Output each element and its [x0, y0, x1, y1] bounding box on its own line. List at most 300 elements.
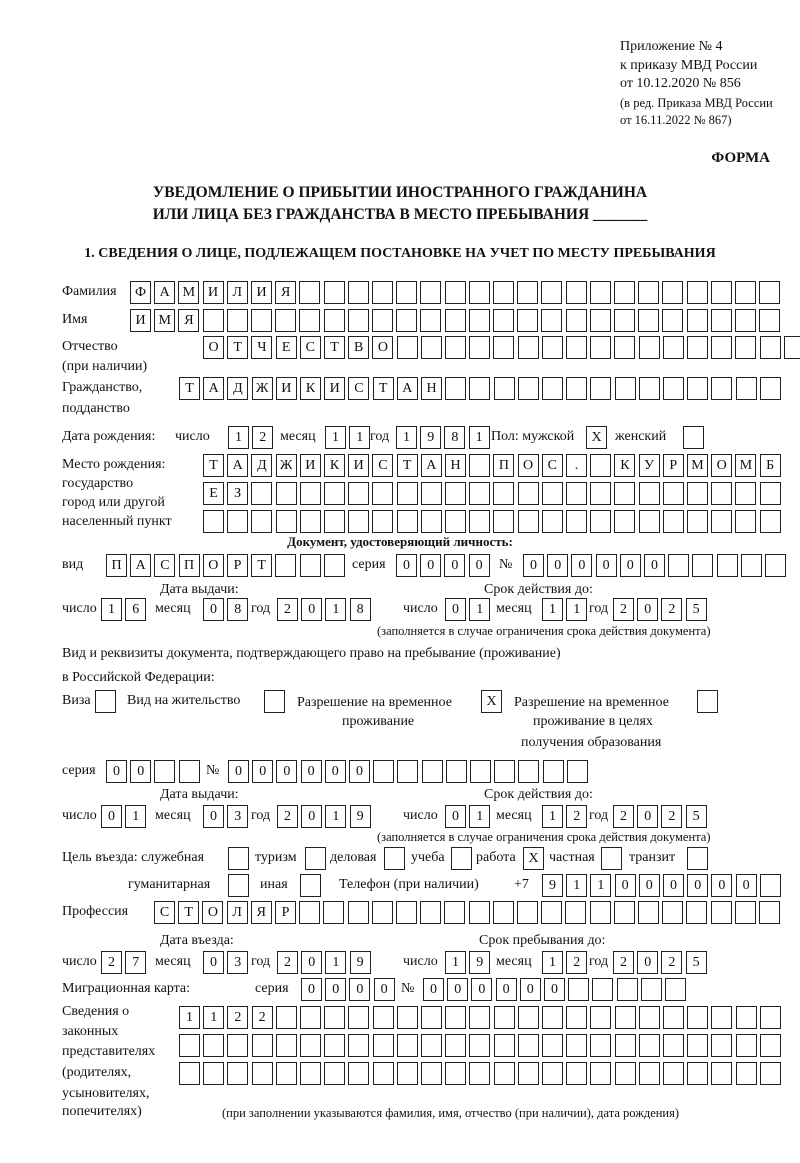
char-cell[interactable] — [711, 281, 732, 304]
char-cell[interactable]: 2 — [661, 951, 682, 974]
char-cell[interactable] — [760, 1006, 781, 1029]
char-cell[interactable]: 1 — [325, 598, 346, 621]
char-cell[interactable]: Т — [227, 336, 248, 359]
char-cell[interactable] — [300, 1034, 321, 1057]
char-cell[interactable] — [760, 874, 781, 897]
char-cell[interactable]: 2 — [277, 598, 298, 621]
char-cell[interactable] — [469, 1006, 490, 1029]
char-cell[interactable]: . — [566, 454, 587, 477]
char-cell[interactable] — [567, 760, 588, 783]
char-cell[interactable] — [518, 1006, 539, 1029]
char-cell[interactable]: Я — [251, 901, 272, 924]
char-cell[interactable] — [299, 281, 320, 304]
char-cell[interactable]: С — [372, 454, 393, 477]
char-cell[interactable]: Л — [227, 901, 248, 924]
char-cell[interactable]: Р — [227, 554, 248, 577]
char-cell[interactable] — [687, 1034, 708, 1057]
char-cell[interactable] — [711, 1034, 732, 1057]
sex-female-checkbox[interactable] — [683, 426, 704, 449]
char-cell[interactable]: О — [202, 901, 223, 924]
char-cell[interactable]: 2 — [277, 951, 298, 974]
char-cell[interactable] — [760, 1062, 781, 1085]
char-cell[interactable] — [444, 901, 465, 924]
char-cell[interactable] — [566, 1062, 587, 1085]
char-cell[interactable]: 0 — [423, 978, 444, 1001]
char-cell[interactable] — [662, 281, 683, 304]
char-cell[interactable]: 0 — [276, 760, 297, 783]
char-cell[interactable] — [445, 1006, 466, 1029]
char-cell[interactable]: Д — [251, 454, 272, 477]
char-cell[interactable] — [641, 978, 662, 1001]
char-cell[interactable] — [735, 510, 756, 533]
char-cell[interactable] — [445, 1062, 466, 1085]
char-cell[interactable]: 1 — [469, 805, 490, 828]
char-cell[interactable] — [590, 510, 611, 533]
char-cell[interactable]: 0 — [130, 760, 151, 783]
char-cell[interactable] — [566, 482, 587, 505]
char-cell[interactable] — [711, 901, 732, 924]
char-cell[interactable] — [324, 1006, 345, 1029]
char-cell[interactable] — [784, 336, 800, 359]
char-cell[interactable] — [324, 1062, 345, 1085]
char-cell[interactable] — [663, 1062, 684, 1085]
char-cell[interactable]: 1 — [469, 598, 490, 621]
char-cell[interactable] — [735, 309, 756, 332]
char-cell[interactable]: А — [227, 454, 248, 477]
char-cell[interactable] — [348, 901, 369, 924]
char-cell[interactable] — [711, 510, 732, 533]
char-cell[interactable] — [445, 309, 466, 332]
char-cell[interactable]: И — [348, 454, 369, 477]
char-cell[interactable] — [494, 377, 515, 400]
char-cell[interactable] — [760, 1034, 781, 1057]
char-cell[interactable]: 0 — [301, 760, 322, 783]
char-cell[interactable] — [275, 554, 296, 577]
char-cell[interactable] — [372, 901, 393, 924]
char-cell[interactable] — [421, 336, 442, 359]
char-cell[interactable]: 0 — [644, 554, 665, 577]
char-cell[interactable]: 1 — [566, 874, 587, 897]
char-cell[interactable] — [614, 336, 635, 359]
char-cell[interactable]: 0 — [523, 554, 544, 577]
char-cell[interactable] — [300, 510, 321, 533]
char-cell[interactable]: К — [614, 454, 635, 477]
char-cell[interactable]: Т — [203, 454, 224, 477]
char-cell[interactable] — [275, 309, 296, 332]
char-cell[interactable] — [566, 336, 587, 359]
char-cell[interactable] — [615, 377, 636, 400]
char-cell[interactable]: 1 — [566, 598, 587, 621]
visa-checkbox[interactable] — [95, 690, 116, 713]
char-cell[interactable] — [203, 1062, 224, 1085]
char-cell[interactable] — [565, 901, 586, 924]
char-cell[interactable] — [373, 1006, 394, 1029]
char-cell[interactable] — [639, 482, 660, 505]
char-cell[interactable] — [542, 482, 563, 505]
char-cell[interactable]: 1 — [179, 1006, 200, 1029]
char-cell[interactable] — [420, 901, 441, 924]
char-cell[interactable]: 0 — [447, 978, 468, 1001]
purpose-study-checkbox[interactable] — [451, 847, 472, 870]
char-cell[interactable] — [397, 482, 418, 505]
char-cell[interactable]: С — [542, 454, 563, 477]
char-cell[interactable]: И — [324, 377, 345, 400]
char-cell[interactable] — [469, 309, 490, 332]
char-cell[interactable] — [687, 482, 708, 505]
char-cell[interactable] — [735, 281, 756, 304]
char-cell[interactable] — [324, 309, 345, 332]
char-cell[interactable] — [397, 1034, 418, 1057]
char-cell[interactable]: Л — [227, 281, 248, 304]
char-cell[interactable] — [639, 1062, 660, 1085]
char-cell[interactable] — [590, 309, 611, 332]
char-cell[interactable]: 0 — [639, 874, 660, 897]
char-cell[interactable] — [517, 901, 538, 924]
char-cell[interactable] — [445, 281, 466, 304]
char-cell[interactable]: 0 — [349, 978, 370, 1001]
char-cell[interactable] — [276, 1062, 297, 1085]
char-cell[interactable] — [518, 1062, 539, 1085]
char-cell[interactable]: 1 — [590, 874, 611, 897]
char-cell[interactable] — [494, 760, 515, 783]
char-cell[interactable]: И — [203, 281, 224, 304]
char-cell[interactable] — [348, 309, 369, 332]
char-cell[interactable] — [323, 901, 344, 924]
char-cell[interactable]: 0 — [520, 978, 541, 1001]
char-cell[interactable]: Р — [275, 901, 296, 924]
char-cell[interactable]: А — [421, 454, 442, 477]
char-cell[interactable]: Т — [373, 377, 394, 400]
char-cell[interactable] — [324, 281, 345, 304]
char-cell[interactable]: 0 — [325, 760, 346, 783]
char-cell[interactable]: А — [397, 377, 418, 400]
char-cell[interactable] — [614, 309, 635, 332]
char-cell[interactable] — [687, 281, 708, 304]
char-cell[interactable]: Р — [663, 454, 684, 477]
char-cell[interactable]: Д — [227, 377, 248, 400]
char-cell[interactable]: 2 — [566, 805, 587, 828]
char-cell[interactable] — [735, 482, 756, 505]
char-cell[interactable]: 1 — [325, 426, 346, 449]
purpose-work-checkbox[interactable]: X — [523, 847, 544, 870]
char-cell[interactable]: 0 — [374, 978, 395, 1001]
char-cell[interactable] — [469, 482, 490, 505]
char-cell[interactable]: З — [227, 482, 248, 505]
char-cell[interactable] — [668, 554, 689, 577]
char-cell[interactable]: И — [276, 377, 297, 400]
char-cell[interactable]: 0 — [615, 874, 636, 897]
char-cell[interactable]: Е — [276, 336, 297, 359]
char-cell[interactable]: 0 — [620, 554, 641, 577]
char-cell[interactable]: 9 — [542, 874, 563, 897]
char-cell[interactable]: Н — [445, 454, 466, 477]
char-cell[interactable]: 0 — [596, 554, 617, 577]
char-cell[interactable] — [324, 554, 345, 577]
char-cell[interactable] — [179, 760, 200, 783]
char-cell[interactable] — [665, 978, 686, 1001]
char-cell[interactable] — [445, 510, 466, 533]
char-cell[interactable]: 7 — [125, 951, 146, 974]
char-cell[interactable] — [566, 510, 587, 533]
char-cell[interactable]: С — [300, 336, 321, 359]
char-cell[interactable] — [252, 1034, 273, 1057]
char-cell[interactable] — [765, 554, 786, 577]
char-cell[interactable] — [397, 336, 418, 359]
char-cell[interactable]: 0 — [663, 874, 684, 897]
char-cell[interactable] — [711, 336, 732, 359]
char-cell[interactable] — [542, 377, 563, 400]
char-cell[interactable] — [760, 336, 781, 359]
char-cell[interactable]: П — [493, 454, 514, 477]
char-cell[interactable]: 0 — [203, 951, 224, 974]
char-cell[interactable] — [421, 1006, 442, 1029]
char-cell[interactable] — [348, 281, 369, 304]
char-cell[interactable] — [445, 1034, 466, 1057]
char-cell[interactable]: 1 — [542, 598, 563, 621]
char-cell[interactable]: 0 — [396, 554, 417, 577]
char-cell[interactable] — [711, 309, 732, 332]
char-cell[interactable] — [692, 554, 713, 577]
char-cell[interactable] — [227, 1034, 248, 1057]
char-cell[interactable]: 0 — [496, 978, 517, 1001]
char-cell[interactable] — [203, 309, 224, 332]
char-cell[interactable] — [276, 1006, 297, 1029]
char-cell[interactable] — [736, 377, 757, 400]
char-cell[interactable]: 0 — [637, 951, 658, 974]
char-cell[interactable] — [687, 1062, 708, 1085]
char-cell[interactable]: 3 — [227, 805, 248, 828]
char-cell[interactable] — [179, 1062, 200, 1085]
char-cell[interactable] — [711, 1006, 732, 1029]
char-cell[interactable]: 0 — [252, 760, 273, 783]
char-cell[interactable]: 9 — [420, 426, 441, 449]
char-cell[interactable]: 0 — [203, 598, 224, 621]
char-cell[interactable]: 2 — [661, 805, 682, 828]
char-cell[interactable]: 2 — [252, 1006, 273, 1029]
char-cell[interactable] — [759, 901, 780, 924]
char-cell[interactable] — [299, 901, 320, 924]
char-cell[interactable] — [421, 482, 442, 505]
char-cell[interactable]: 2 — [566, 951, 587, 974]
char-cell[interactable]: 9 — [350, 805, 371, 828]
char-cell[interactable] — [687, 309, 708, 332]
char-cell[interactable]: М — [687, 454, 708, 477]
char-cell[interactable] — [469, 336, 490, 359]
char-cell[interactable] — [566, 309, 587, 332]
char-cell[interactable] — [324, 1034, 345, 1057]
char-cell[interactable]: 5 — [686, 598, 707, 621]
char-cell[interactable]: 1 — [542, 805, 563, 828]
char-cell[interactable] — [397, 1006, 418, 1029]
char-cell[interactable] — [251, 309, 272, 332]
char-cell[interactable]: У — [639, 454, 660, 477]
char-cell[interactable] — [639, 510, 660, 533]
char-cell[interactable]: 0 — [736, 874, 757, 897]
char-cell[interactable]: 1 — [325, 951, 346, 974]
char-cell[interactable] — [735, 336, 756, 359]
char-cell[interactable] — [372, 309, 393, 332]
char-cell[interactable] — [446, 760, 467, 783]
char-cell[interactable] — [469, 901, 490, 924]
char-cell[interactable]: Т — [178, 901, 199, 924]
char-cell[interactable] — [348, 510, 369, 533]
char-cell[interactable] — [542, 510, 563, 533]
char-cell[interactable]: 2 — [227, 1006, 248, 1029]
char-cell[interactable] — [518, 377, 539, 400]
char-cell[interactable] — [493, 482, 514, 505]
char-cell[interactable]: О — [372, 336, 393, 359]
char-cell[interactable] — [617, 978, 638, 1001]
char-cell[interactable]: 2 — [613, 598, 634, 621]
char-cell[interactable] — [518, 760, 539, 783]
char-cell[interactable]: 0 — [444, 554, 465, 577]
char-cell[interactable]: О — [203, 554, 224, 577]
char-cell[interactable]: 0 — [325, 978, 346, 1001]
char-cell[interactable] — [735, 901, 756, 924]
char-cell[interactable]: 0 — [469, 554, 490, 577]
char-cell[interactable] — [300, 482, 321, 505]
char-cell[interactable]: 0 — [637, 598, 658, 621]
char-cell[interactable]: С — [154, 554, 175, 577]
char-cell[interactable]: Ф — [130, 281, 151, 304]
char-cell[interactable] — [493, 901, 514, 924]
char-cell[interactable]: 0 — [445, 598, 466, 621]
char-cell[interactable]: 2 — [101, 951, 122, 974]
char-cell[interactable]: И — [300, 454, 321, 477]
char-cell[interactable] — [687, 377, 708, 400]
char-cell[interactable] — [373, 760, 394, 783]
char-cell[interactable]: 0 — [420, 554, 441, 577]
char-cell[interactable]: М — [154, 309, 175, 332]
char-cell[interactable] — [543, 760, 564, 783]
char-cell[interactable]: 2 — [661, 598, 682, 621]
char-cell[interactable]: А — [154, 281, 175, 304]
char-cell[interactable] — [518, 510, 539, 533]
char-cell[interactable]: 1 — [203, 1006, 224, 1029]
char-cell[interactable] — [736, 1034, 757, 1057]
char-cell[interactable] — [300, 1062, 321, 1085]
char-cell[interactable]: О — [711, 454, 732, 477]
char-cell[interactable] — [663, 482, 684, 505]
char-cell[interactable] — [638, 901, 659, 924]
char-cell[interactable] — [568, 978, 589, 1001]
char-cell[interactable] — [518, 482, 539, 505]
char-cell[interactable] — [276, 1034, 297, 1057]
char-cell[interactable] — [542, 1034, 563, 1057]
char-cell[interactable] — [590, 1062, 611, 1085]
char-cell[interactable]: 5 — [686, 951, 707, 974]
char-cell[interactable] — [324, 510, 345, 533]
char-cell[interactable] — [469, 281, 490, 304]
char-cell[interactable] — [590, 1034, 611, 1057]
char-cell[interactable] — [590, 1006, 611, 1029]
char-cell[interactable]: 0 — [445, 805, 466, 828]
char-cell[interactable]: 0 — [301, 805, 322, 828]
char-cell[interactable] — [687, 510, 708, 533]
char-cell[interactable] — [592, 978, 613, 1001]
char-cell[interactable] — [711, 482, 732, 505]
char-cell[interactable]: 2 — [277, 805, 298, 828]
char-cell[interactable]: 1 — [396, 426, 417, 449]
char-cell[interactable] — [662, 901, 683, 924]
char-cell[interactable] — [614, 281, 635, 304]
char-cell[interactable]: С — [154, 901, 175, 924]
sex-male-checkbox[interactable]: X — [586, 426, 607, 449]
char-cell[interactable] — [639, 336, 660, 359]
char-cell[interactable]: 0 — [687, 874, 708, 897]
char-cell[interactable]: 0 — [101, 805, 122, 828]
char-cell[interactable] — [663, 1006, 684, 1029]
char-cell[interactable] — [662, 309, 683, 332]
char-cell[interactable] — [615, 1034, 636, 1057]
char-cell[interactable]: 1 — [101, 598, 122, 621]
char-cell[interactable]: Н — [421, 377, 442, 400]
char-cell[interactable]: 5 — [686, 805, 707, 828]
char-cell[interactable]: 2 — [613, 805, 634, 828]
char-cell[interactable]: 0 — [228, 760, 249, 783]
purpose-transit-checkbox[interactable] — [687, 847, 708, 870]
char-cell[interactable]: 1 — [469, 426, 490, 449]
char-cell[interactable]: 1 — [125, 805, 146, 828]
char-cell[interactable] — [203, 510, 224, 533]
purpose-business-checkbox[interactable] — [384, 847, 405, 870]
char-cell[interactable] — [493, 336, 514, 359]
char-cell[interactable] — [227, 510, 248, 533]
char-cell[interactable] — [493, 281, 514, 304]
char-cell[interactable] — [590, 377, 611, 400]
char-cell[interactable] — [469, 510, 490, 533]
char-cell[interactable]: 0 — [571, 554, 592, 577]
char-cell[interactable] — [179, 1034, 200, 1057]
char-cell[interactable] — [445, 377, 466, 400]
char-cell[interactable] — [638, 309, 659, 332]
char-cell[interactable] — [372, 281, 393, 304]
char-cell[interactable]: 0 — [471, 978, 492, 1001]
char-cell[interactable] — [736, 1062, 757, 1085]
char-cell[interactable] — [300, 1006, 321, 1029]
char-cell[interactable]: О — [518, 454, 539, 477]
char-cell[interactable] — [227, 1062, 248, 1085]
char-cell[interactable] — [299, 309, 320, 332]
char-cell[interactable] — [663, 510, 684, 533]
char-cell[interactable]: Т — [179, 377, 200, 400]
char-cell[interactable] — [615, 1062, 636, 1085]
char-cell[interactable]: Ж — [276, 454, 297, 477]
char-cell[interactable] — [422, 760, 443, 783]
char-cell[interactable]: Б — [760, 454, 781, 477]
char-cell[interactable] — [470, 760, 491, 783]
char-cell[interactable] — [542, 1062, 563, 1085]
char-cell[interactable] — [759, 281, 780, 304]
char-cell[interactable] — [639, 1034, 660, 1057]
char-cell[interactable] — [445, 336, 466, 359]
char-cell[interactable] — [614, 482, 635, 505]
char-cell[interactable] — [372, 482, 393, 505]
residence-permit-checkbox[interactable] — [264, 690, 285, 713]
char-cell[interactable] — [518, 336, 539, 359]
char-cell[interactable] — [445, 482, 466, 505]
char-cell[interactable] — [517, 281, 538, 304]
char-cell[interactable]: 0 — [301, 978, 322, 1001]
char-cell[interactable]: 0 — [349, 760, 370, 783]
char-cell[interactable]: 0 — [544, 978, 565, 1001]
char-cell[interactable]: 1 — [325, 805, 346, 828]
char-cell[interactable]: Т — [251, 554, 272, 577]
char-cell[interactable] — [494, 1006, 515, 1029]
char-cell[interactable] — [372, 510, 393, 533]
char-cell[interactable] — [469, 1062, 490, 1085]
char-cell[interactable]: 9 — [350, 951, 371, 974]
